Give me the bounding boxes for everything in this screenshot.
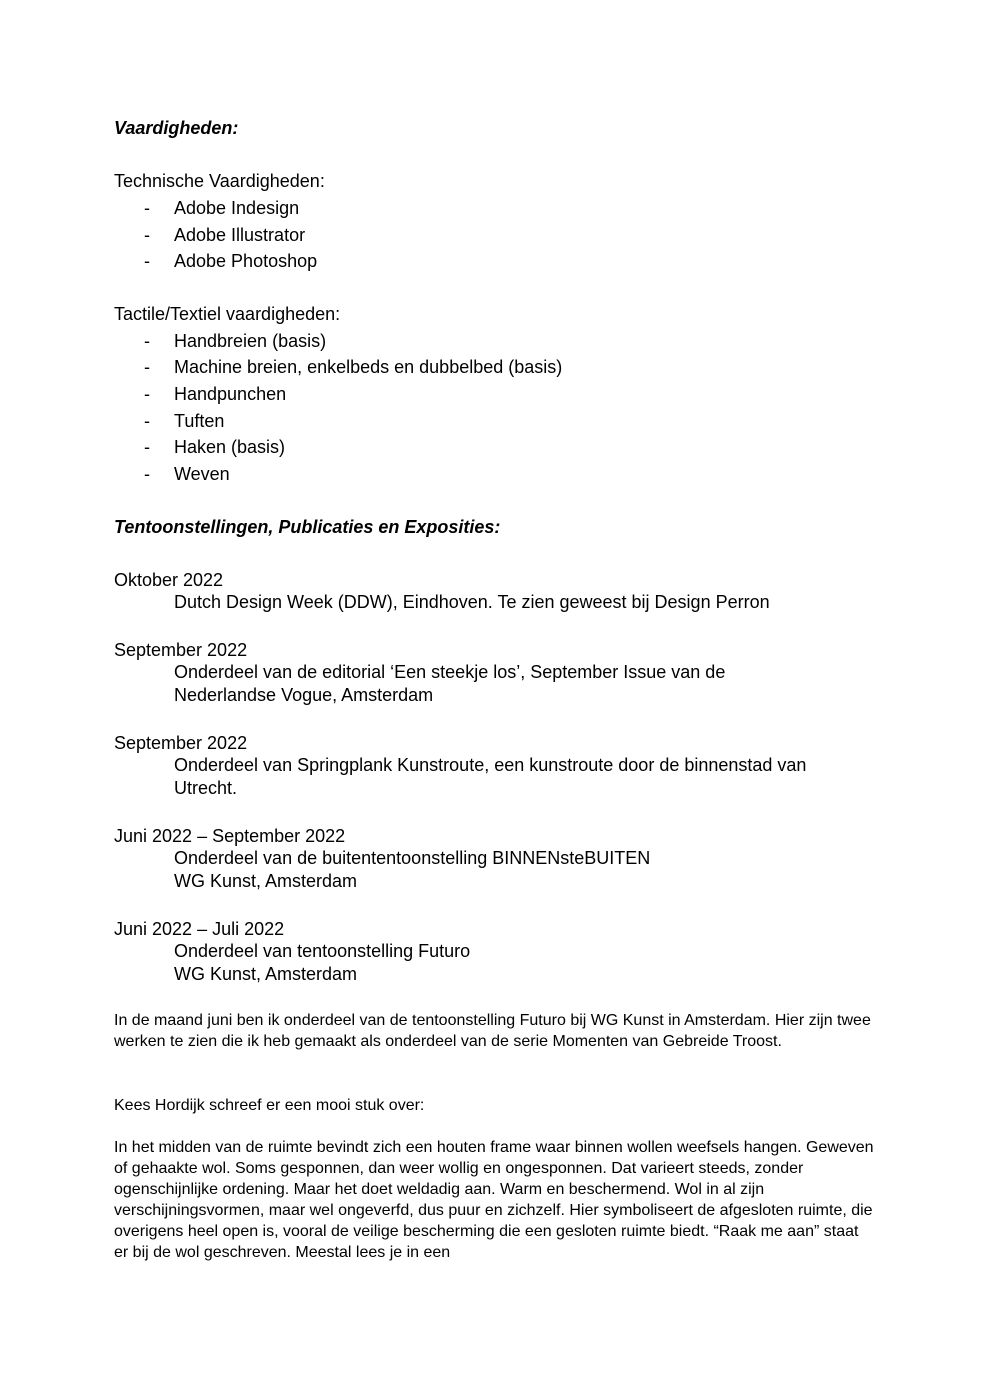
list-item-text: Adobe Illustrator (174, 225, 306, 245)
entry-line: Utrecht. (174, 778, 238, 798)
bullet-dash: - (144, 331, 150, 351)
list-item-text: Tuften (174, 411, 225, 431)
bullet-dash: - (144, 251, 150, 271)
bullet-dash: - (144, 411, 150, 431)
list-item-text: Handbreien (basis) (174, 331, 327, 351)
entry-line: Onderdeel van de editorial ‘Een steekje los’, September Issue van de (174, 662, 726, 682)
entry-line: Nederlandse Vogue, Amsterdam (174, 685, 434, 705)
list-item-text: Adobe Indesign (174, 198, 300, 218)
body-paragraph: In de maand juni ben ik onderdeel van de tentoonstelling Futuro bij WG Kunst in Amsterdam. Hier zijn twee werken te zien die ik heb gemaakt als onderdeel van de serie Momenten van Gebreide Troost. (114, 1012, 871, 1050)
bullet-dash: - (144, 225, 150, 245)
entry-description (174, 940, 470, 986)
entry-description (174, 591, 770, 614)
entry-description (174, 754, 806, 800)
entry-date: September 2022 (114, 640, 248, 660)
list-item-text: Handpunchen (174, 384, 287, 404)
entry-date: Juni 2022 – September 2022 (114, 826, 346, 846)
bullet-dash: - (144, 464, 150, 484)
bullet-dash: - (144, 384, 150, 404)
entry-description (174, 847, 650, 893)
list-item-text: Haken (basis) (174, 437, 286, 457)
technical-skills-label: Technische Vaardigheden: (114, 171, 325, 191)
skills-heading: Vaardigheden: (114, 118, 239, 138)
entry-line: Onderdeel van de buitententoonstelling BINNENsteBUITEN (174, 848, 651, 868)
bullet-dash: - (144, 198, 150, 218)
tactile-skills-label: Tactile/Textiel vaardigheden: (114, 304, 341, 324)
entry-date: Juni 2022 – Juli 2022 (114, 919, 285, 939)
exhibitions-heading: Tentoonstellingen, Publicaties en Exposities: (114, 517, 501, 537)
entry-description (174, 661, 725, 707)
entry-date: September 2022 (114, 733, 248, 753)
body-paragraph: Kees Hordijk schreef er een mooi stuk over: (114, 1097, 425, 1114)
entry-line: Onderdeel van tentoonstelling Futuro (174, 941, 471, 961)
bullet-dash: - (144, 437, 150, 457)
bullet-dash: - (144, 357, 150, 377)
list-item-text: Adobe Photoshop (174, 251, 318, 271)
entry-line: WG Kunst, Amsterdam (174, 964, 358, 984)
entry-line: WG Kunst, Amsterdam (174, 871, 358, 891)
entry-date: Oktober 2022 (114, 570, 224, 590)
list-item-text: Machine breien, enkelbeds en dubbelbed (basis) (174, 357, 563, 377)
entry-line: Onderdeel van Springplank Kunstroute, een kunstroute door de binnenstad van (174, 755, 807, 775)
entry-line: Dutch Design Week (DDW), Eindhoven. Te zien geweest bij Design Perron (174, 592, 770, 612)
list-item-text: Weven (174, 464, 230, 484)
body-paragraph: In het midden van de ruimte bevindt zich een houten frame waar binnen wollen weefsels hangen. Geweven of gehaakte wol. Soms gesponnen, dan weer wollig en ongesponnen. Dat varieert steeds, zonder ogenschijnlijke ordening. Maar het doet weldadig aan. Warm en beschermend. Wol in al zijn verschijningsvormen, maar wel ongeverfd, dus puur en zichzelf. Hier symboliseert de afgesloten ruimte, die overigens heel open is, vooral de veilige bescherming die een gesloten ruimte biedt. “Raak me aan” staat er bij de wol geschreven. Meestal lees je in een (114, 1139, 874, 1261)
